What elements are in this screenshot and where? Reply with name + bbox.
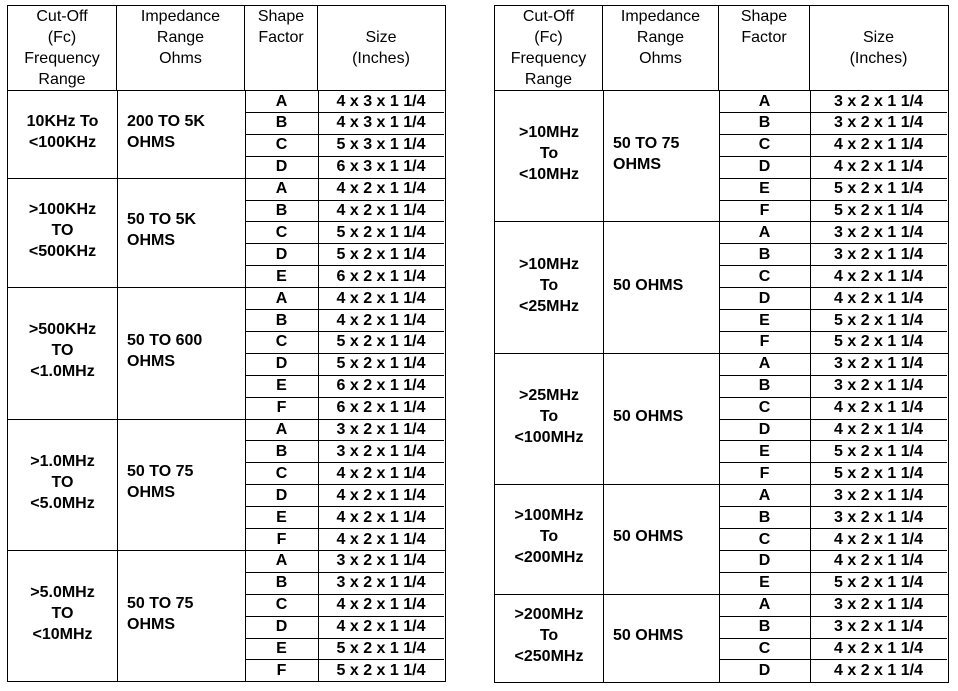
row-divider xyxy=(245,659,444,660)
row-divider xyxy=(719,156,947,157)
row-divider xyxy=(719,265,947,266)
size-inches: 3 x 2 x 1 1/4 xyxy=(336,552,426,570)
shape-factor: D xyxy=(275,618,288,636)
size-inches: 5 x 2 x 1 1/4 xyxy=(336,640,426,657)
shape-factor: F xyxy=(276,530,287,548)
shape-factor: C xyxy=(275,464,288,482)
size-inches: 4 x 2 x 1 1/4 xyxy=(834,661,923,679)
shape-factor: B xyxy=(275,114,288,132)
row-divider xyxy=(245,484,444,485)
size-inches: 4 x 3 x 1 1/4 xyxy=(336,92,426,110)
size-inches: 5 x 2 x 1 1/4 xyxy=(834,311,923,329)
row-divider xyxy=(719,528,947,529)
shape-factor: F xyxy=(759,202,770,219)
row-divider xyxy=(719,659,947,660)
column-header: Impedance Range Ohms xyxy=(603,6,719,90)
size-inches: 4 x 2 x 1 1/4 xyxy=(834,158,923,176)
size-inches: 3 x 2 x 1 1/4 xyxy=(336,421,426,438)
row-divider xyxy=(719,331,947,332)
shape-factor: B xyxy=(758,508,771,526)
size-inches: 4 x 2 x 1 1/4 xyxy=(336,464,426,482)
row-divider xyxy=(245,616,444,617)
size-inches: 5 x 2 x 1 1/4 xyxy=(834,442,923,460)
shape-factor: D xyxy=(275,355,288,373)
size-inches: 4 x 2 x 1 1/4 xyxy=(834,421,923,438)
frequency-range: 10KHz To <100KHz xyxy=(26,112,99,151)
size-inches: 5 x 2 x 1 1/4 xyxy=(336,223,426,241)
row-divider xyxy=(245,375,444,376)
row-divider xyxy=(719,178,947,179)
row-divider xyxy=(245,594,444,595)
shape-factor: A xyxy=(275,421,288,438)
size-inches: 4 x 2 x 1 1/4 xyxy=(336,486,426,504)
shape-factor: D xyxy=(275,486,288,504)
row-divider xyxy=(245,265,444,266)
row-divider xyxy=(719,287,947,288)
row-divider xyxy=(245,156,444,157)
column-header: Cut-Off (Fc) Frequency Range xyxy=(495,6,603,90)
row-divider xyxy=(245,243,444,244)
column-header: Impedance Range Ohms xyxy=(117,6,245,90)
impedance-range: 50 TO 5K OHMS xyxy=(127,211,197,250)
size-inches: 4 x 2 x 1 1/4 xyxy=(336,596,426,614)
size-inches: 5 x 2 x 1 1/4 xyxy=(834,574,923,592)
shape-factor: E xyxy=(276,267,287,285)
size-inches: 4 x 2 x 1 1/4 xyxy=(336,530,426,548)
size-inches: 5 x 2 x 1 1/4 xyxy=(336,245,426,263)
row-divider xyxy=(245,506,444,507)
shape-factor: B xyxy=(758,245,771,263)
impedance-range: 200 TO 5K OHMS xyxy=(127,112,205,151)
row-divider xyxy=(719,462,947,463)
size-inches: 4 x 2 x 1 1/4 xyxy=(834,289,923,307)
impedance-range: 50 OHMS xyxy=(613,408,684,425)
shape-factor: A xyxy=(758,92,771,110)
size-inches: 6 x 2 x 1 1/4 xyxy=(336,377,426,395)
size-inches: 3 x 2 x 1 1/4 xyxy=(834,508,923,526)
shape-factor: D xyxy=(758,661,771,679)
shape-factor: E xyxy=(759,574,770,592)
shape-factor: D xyxy=(275,158,288,176)
shape-factor: D xyxy=(275,245,288,263)
row-divider xyxy=(245,331,444,332)
size-inches: 5 x 2 x 1 1/4 xyxy=(834,180,923,198)
size-inches: 5 x 2 x 1 1/4 xyxy=(834,202,923,219)
size-inches: 3 x 2 x 1 1/4 xyxy=(336,442,426,460)
size-inches: 6 x 2 x 1 1/4 xyxy=(336,267,426,285)
shape-factor: A xyxy=(758,223,771,241)
row-divider xyxy=(245,221,444,222)
size-inches: 4 x 2 x 1 1/4 xyxy=(834,267,923,285)
size-inches: 4 x 2 x 1 1/4 xyxy=(336,311,426,329)
row-divider xyxy=(719,506,947,507)
size-inches: 5 x 2 x 1 1/4 xyxy=(336,661,426,679)
column-divider xyxy=(117,90,118,681)
row-divider xyxy=(245,200,444,201)
shape-factor: E xyxy=(276,377,287,395)
row-divider xyxy=(245,572,444,573)
shape-factor: E xyxy=(759,180,770,198)
row-divider xyxy=(245,353,444,354)
size-inches: 4 x 2 x 1 1/4 xyxy=(834,530,923,548)
shape-factor: D xyxy=(758,289,771,307)
row-divider xyxy=(245,134,444,135)
row-divider xyxy=(719,375,947,376)
column-header: Shape Factor xyxy=(245,6,318,90)
size-inches: 3 x 2 x 1 1/4 xyxy=(834,377,923,395)
shape-factor: F xyxy=(276,661,287,679)
shape-factor: E xyxy=(276,508,287,526)
row-divider xyxy=(719,419,947,420)
size-inches: 3 x 2 x 1 1/4 xyxy=(834,486,923,504)
impedance-range: 50 TO 75 OHMS xyxy=(127,463,194,502)
size-inches: 4 x 2 x 1 1/4 xyxy=(336,202,426,219)
size-inches: 4 x 2 x 1 1/4 xyxy=(834,399,923,417)
size-inches: 3 x 2 x 1 1/4 xyxy=(336,574,426,592)
size-inches: 3 x 2 x 1 1/4 xyxy=(834,618,923,636)
frequency-range: >25MHz To <100MHz xyxy=(514,387,584,446)
impedance-range: 50 TO 75 OHMS xyxy=(613,134,680,173)
size-inches: 3 x 2 x 1 1/4 xyxy=(834,223,923,241)
row-divider xyxy=(719,572,947,573)
frequency-range: >100KHz TO <500KHz xyxy=(28,200,97,260)
shape-factor: C xyxy=(275,136,288,154)
shape-factor: D xyxy=(758,421,771,438)
size-inches: 5 x 2 x 1 1/4 xyxy=(834,333,923,351)
size-inches: 6 x 2 x 1 1/4 xyxy=(336,399,426,417)
shape-factor: C xyxy=(758,399,771,417)
size-inches: 4 x 2 x 1 1/4 xyxy=(834,552,923,570)
frequency-range: >500KHz TO <1.0MHz xyxy=(28,321,97,381)
size-inches: 5 x 2 x 1 1/4 xyxy=(834,464,923,482)
shape-factor: C xyxy=(758,640,771,657)
row-divider xyxy=(245,440,444,441)
shape-factor: B xyxy=(758,114,771,132)
row-divider xyxy=(719,638,947,639)
size-inches: 5 x 2 x 1 1/4 xyxy=(336,333,426,351)
column-header: Size (Inches) xyxy=(849,29,908,67)
impedance-range: 50 TO 600 OHMS xyxy=(127,331,203,370)
shape-factor: A xyxy=(758,486,771,504)
shape-factor: E xyxy=(276,640,287,657)
shape-factor: C xyxy=(758,267,771,285)
shape-factor: A xyxy=(275,180,288,198)
row-divider xyxy=(719,243,947,244)
shape-factor: B xyxy=(275,442,288,460)
size-inches: 3 x 2 x 1 1/4 xyxy=(834,92,923,110)
column-header: Size (Inches) xyxy=(352,29,410,67)
shape-factor: B xyxy=(758,618,771,636)
row-divider xyxy=(719,616,947,617)
shape-factor: B xyxy=(275,574,288,592)
shape-factor: C xyxy=(758,136,771,154)
shape-factor: C xyxy=(275,223,288,241)
row-divider xyxy=(245,397,444,398)
size-inches: 4 x 2 x 1 1/4 xyxy=(336,618,426,636)
impedance-range: 50 OHMS xyxy=(613,627,684,644)
frequency-range: >10MHz To <10MHz xyxy=(518,124,580,184)
shape-factor: A xyxy=(758,355,771,373)
size-inches: 5 x 3 x 1 1/4 xyxy=(336,136,426,154)
size-inches: 4 x 2 x 1 1/4 xyxy=(336,508,426,526)
frequency-range: >10MHz To <25MHz xyxy=(518,255,580,315)
shape-factor: B xyxy=(275,311,288,329)
shape-factor: A xyxy=(758,596,771,614)
size-inches: 3 x 2 x 1 1/4 xyxy=(834,245,923,263)
size-inches: 5 x 2 x 1 1/4 xyxy=(336,355,426,373)
size-inches: 3 x 2 x 1 1/4 xyxy=(834,355,923,373)
shape-factor: F xyxy=(276,399,287,417)
shape-factor: B xyxy=(758,377,771,395)
impedance-range: 50 OHMS xyxy=(613,528,684,546)
shape-factor: E xyxy=(759,311,770,329)
size-inches: 4 x 2 x 1 1/4 xyxy=(834,136,923,154)
row-divider xyxy=(719,200,947,201)
row-divider xyxy=(245,638,444,639)
frequency-range: >100MHz To <200MHz xyxy=(514,507,584,567)
shape-factor: A xyxy=(275,552,288,570)
shape-factor: D xyxy=(758,158,771,176)
size-inches: 3 x 2 x 1 1/4 xyxy=(834,114,923,132)
right-spec-table xyxy=(494,5,949,683)
shape-factor: C xyxy=(758,530,771,548)
shape-factor: C xyxy=(275,596,288,614)
impedance-range: 50 TO 75 OHMS xyxy=(127,594,194,633)
frequency-range: >5.0MHz TO <10MHz xyxy=(30,584,95,644)
size-inches: 3 x 2 x 1 1/4 xyxy=(834,596,923,614)
row-divider xyxy=(245,309,444,310)
shape-factor: A xyxy=(275,92,288,110)
shape-factor: F xyxy=(759,464,770,482)
shape-factor: A xyxy=(275,289,288,307)
row-divider xyxy=(719,440,947,441)
size-inches: 6 x 3 x 1 1/4 xyxy=(336,158,426,176)
shape-factor: C xyxy=(275,333,288,351)
frequency-range: >1.0MHz TO <5.0MHz xyxy=(30,452,95,512)
row-divider xyxy=(719,309,947,310)
frequency-range: >200MHz To <250MHz xyxy=(514,606,584,665)
shape-factor: B xyxy=(275,202,288,219)
column-header: Cut-Off (Fc) Frequency Range xyxy=(8,6,117,90)
impedance-range: 50 OHMS xyxy=(613,276,684,294)
column-header: Shape Factor xyxy=(719,6,810,90)
row-divider xyxy=(719,112,947,113)
shape-factor: E xyxy=(759,442,770,460)
row-divider xyxy=(719,134,947,135)
size-inches: 4 x 2 x 1 1/4 xyxy=(834,640,923,657)
shape-factor: D xyxy=(758,552,771,570)
row-divider xyxy=(245,112,444,113)
row-divider xyxy=(245,528,444,529)
size-inches: 4 x 2 x 1 1/4 xyxy=(336,180,426,198)
row-divider xyxy=(719,397,947,398)
left-spec-table xyxy=(7,5,446,682)
shape-factor: F xyxy=(759,333,770,351)
size-inches: 4 x 3 x 1 1/4 xyxy=(336,114,426,132)
row-divider xyxy=(719,550,947,551)
size-inches: 4 x 2 x 1 1/4 xyxy=(336,289,426,307)
row-divider xyxy=(245,462,444,463)
